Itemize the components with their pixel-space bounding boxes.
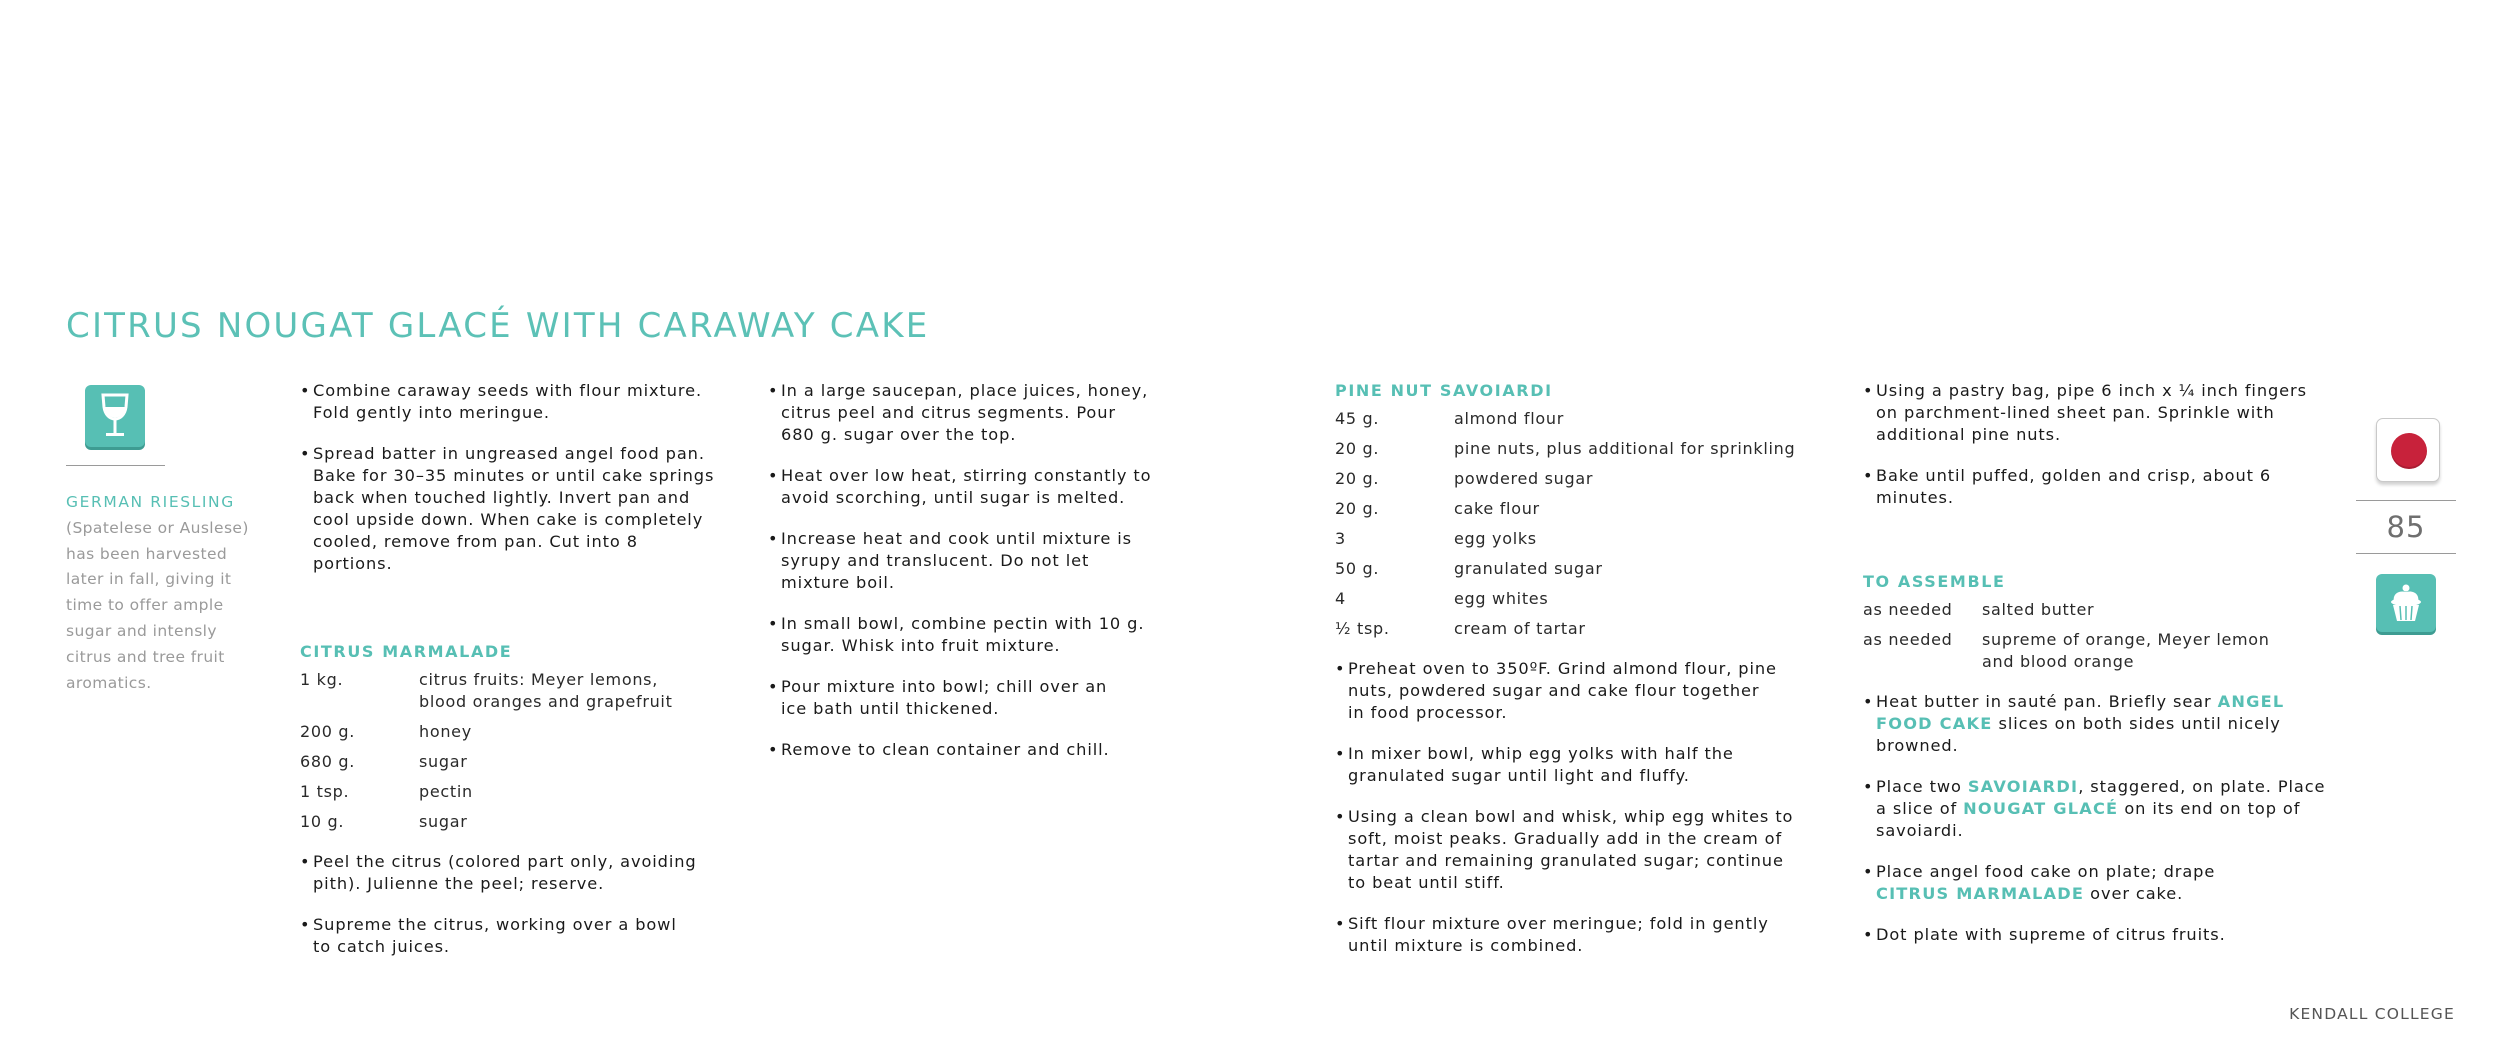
- assemble-heading: TO ASSEMBLE: [1863, 572, 2006, 591]
- quantity: ½ tsp.: [1335, 619, 1390, 638]
- step: [1863, 861, 2276, 905]
- column-2: [768, 380, 1168, 780]
- component-ref: SAVOIARDI: [1967, 777, 2079, 796]
- wine-pairing-badge: [85, 385, 145, 447]
- page-number-rule-bottom: [2356, 553, 2456, 554]
- step: • Increase heat and cook until mixture is syrupy and translucent. Do not let mixture boil.: [768, 528, 1151, 594]
- component-ref: CITRUS MARMALADE: [1876, 884, 2085, 903]
- ingredient: granulated sugar: [1454, 559, 1603, 578]
- step: • Preheat oven to 350ºF. Grind almond flour, pine nuts, powdered sugar and cake flour together in food processor.: [1335, 658, 1778, 724]
- marmalade-method: [768, 380, 1168, 761]
- step-text: Place angel food cake on plate; drape: [1876, 862, 2216, 881]
- ingredient: supreme of orange, Meyer lemon and blood orange: [1982, 630, 2270, 671]
- recipe-title: CITRUS NOUGAT GLACÉ WITH CARAWAY CAKE: [66, 306, 930, 346]
- quantity: 4: [1335, 589, 1346, 608]
- step: • Peel the citrus (colored part only, avoiding pith). Julienne the peel; reserve.: [300, 851, 720, 895]
- column-1: [300, 380, 720, 977]
- quantity: 10 g.: [300, 812, 345, 831]
- ingredient-row: [1335, 468, 1795, 498]
- component-ref: ANGEL FOOD CAKE: [1876, 692, 2285, 733]
- step: [1863, 924, 2333, 946]
- step: • In a large saucepan, place juices, honey, citrus peel and citrus segments. Pour 680 g. sugar over the top.: [768, 380, 1151, 446]
- step: • Remove to clean container and chill.: [768, 739, 1168, 761]
- japan-flag-icon: [2376, 418, 2440, 482]
- ingredient-row: [300, 811, 689, 841]
- column-3: [1335, 380, 1805, 976]
- savoiardi-steps: [1335, 658, 1805, 957]
- ingredient: egg whites: [1454, 589, 1549, 608]
- step-text: Place two: [1876, 777, 1968, 796]
- step: • Heat over low heat, stirring constantly to avoid scorching, until sugar is melted.: [768, 465, 1168, 509]
- ingredient-row: [1335, 528, 1795, 558]
- step: • Using a clean bowl and whisk, whip egg whites to soft, moist peaks. Gradually add in the cream of tartar and remaining granulated sugar; continue to beat until stiff.: [1335, 806, 1798, 894]
- quantity: as needed: [1863, 630, 1953, 649]
- step-text: Heat butter in sauté pan. Briefly sear: [1876, 692, 2218, 711]
- wine-divider: [66, 465, 165, 466]
- marmalade-ingredients: [300, 669, 689, 841]
- step: [1863, 776, 2336, 842]
- ingredient-row: [1335, 588, 1795, 618]
- ingredient-row: [1863, 629, 2292, 681]
- step-text: over cake.: [2084, 884, 2184, 903]
- quantity: as needed: [1863, 600, 1953, 619]
- step-text: , staggered, on plate. Place a slice of: [1876, 777, 2326, 818]
- component-ref: NOUGAT GLACÉ: [1963, 799, 2119, 818]
- step: [1863, 691, 2296, 757]
- quantity: 3: [1335, 529, 1346, 548]
- ingredient: salted butter: [1982, 600, 2095, 619]
- publisher-footer: KENDALL COLLEGE: [2289, 1005, 2455, 1023]
- ingredient-row: [300, 751, 689, 781]
- quantity: 20 g.: [1335, 439, 1380, 458]
- column-4: [1863, 380, 2333, 965]
- step: • In small bowl, combine pectin with 10 g. sugar. Whisk into fruit mixture.: [768, 613, 1168, 657]
- assemble-steps: [1863, 691, 2333, 946]
- ingredient-row: [1335, 438, 1795, 468]
- step: • Using a pastry bag, pipe 6 inch x ¼ inch fingers on parchment-lined sheet pan. Sprinkle with additional pine nuts.: [1863, 380, 2333, 446]
- page-number-rule-top: [2356, 500, 2456, 501]
- step: • Pour mixture into bowl; chill over an ice bath until thickened.: [768, 676, 1121, 720]
- quantity: 1 tsp.: [300, 782, 350, 801]
- ingredient-row: [300, 781, 689, 811]
- ingredient: pine nuts, plus additional for sprinkling: [1454, 439, 1796, 458]
- ingredient: citrus fruits: Meyer lemons, blood oranges and grapefruit: [419, 670, 673, 711]
- ingredient: powdered sugar: [1454, 469, 1594, 488]
- quantity: 680 g.: [300, 752, 356, 771]
- savoiardi-finish-steps: [1863, 380, 2333, 509]
- ingredient-row: [300, 669, 689, 721]
- step-text: Dot plate with supreme of citrus fruits.: [1876, 925, 2226, 944]
- ingredient-row: [1335, 618, 1795, 648]
- ingredient-row: [1335, 558, 1795, 588]
- step: • Spread batter in ungreased angel food pan. Bake for 30–35 minutes or until cake springs back when touched lightly. Invert pan and cool upside down. When cake is completely cooled, remove from pan. Cut into 8 portions.: [300, 443, 720, 575]
- ingredient-row: [1335, 498, 1795, 528]
- savoiardi-ingredients: [1335, 408, 1795, 648]
- ingredient: cake flour: [1454, 499, 1540, 518]
- step: • Supreme the citrus, working over a bowl to catch juices.: [300, 914, 683, 958]
- ingredient: honey: [419, 722, 472, 741]
- ingredient-row: [1863, 599, 2292, 629]
- page-number: 85: [2386, 510, 2426, 544]
- quantity: 200 g.: [300, 722, 356, 741]
- ingredient: sugar: [419, 812, 468, 831]
- quantity: 20 g.: [1335, 469, 1380, 488]
- wine-description: (Spatelese or Auslese) has been harvested later in fall, giving it time to offer ample sugar and intensly citrus and tree fruit aromatics.: [66, 518, 249, 692]
- step: • In mixer bowl, whip egg yolks with half the granulated sugar until light and fluffy.: [1335, 743, 1768, 787]
- ingredient-row: [300, 721, 689, 751]
- flag-sun: [2391, 433, 2427, 469]
- quantity: 20 g.: [1335, 499, 1380, 518]
- ingredient: egg yolks: [1454, 529, 1537, 548]
- step-text: on its end on top of savoiardi.: [1876, 799, 2301, 840]
- step: • Combine caraway seeds with flour mixture. Fold gently into meringue.: [300, 380, 720, 424]
- ingredient-row: [1335, 408, 1795, 438]
- savoiardi-heading: PINE NUT SAVOIARDI: [1335, 381, 1553, 400]
- quantity: 45 g.: [1335, 409, 1380, 428]
- step: • Bake until puffed, golden and crisp, about 6 minutes.: [1863, 465, 2286, 509]
- marmalade-steps: [300, 851, 720, 958]
- ingredient: sugar: [419, 752, 468, 771]
- step: • Sift flour mixture over meringue; fold in gently until mixture is combined.: [1335, 913, 1788, 957]
- dessert-category-badge: [2376, 574, 2436, 632]
- wine-glass-icon: [99, 393, 131, 439]
- cake-steps: [300, 380, 720, 575]
- step-text: slices on both sides until nicely browned.: [1876, 714, 2281, 755]
- cupcake-icon: [2388, 582, 2424, 624]
- marmalade-heading: CITRUS MARMALADE: [300, 642, 513, 661]
- wine-pairing: [66, 490, 266, 696]
- assemble-ingredients: [1863, 599, 2292, 681]
- quantity: 1 kg.: [300, 670, 344, 689]
- wine-name: GERMAN RIESLING: [66, 493, 235, 511]
- ingredient: pectin: [419, 782, 473, 801]
- quantity: 50 g.: [1335, 559, 1380, 578]
- ingredient: almond flour: [1454, 409, 1564, 428]
- ingredient: cream of tartar: [1454, 619, 1586, 638]
